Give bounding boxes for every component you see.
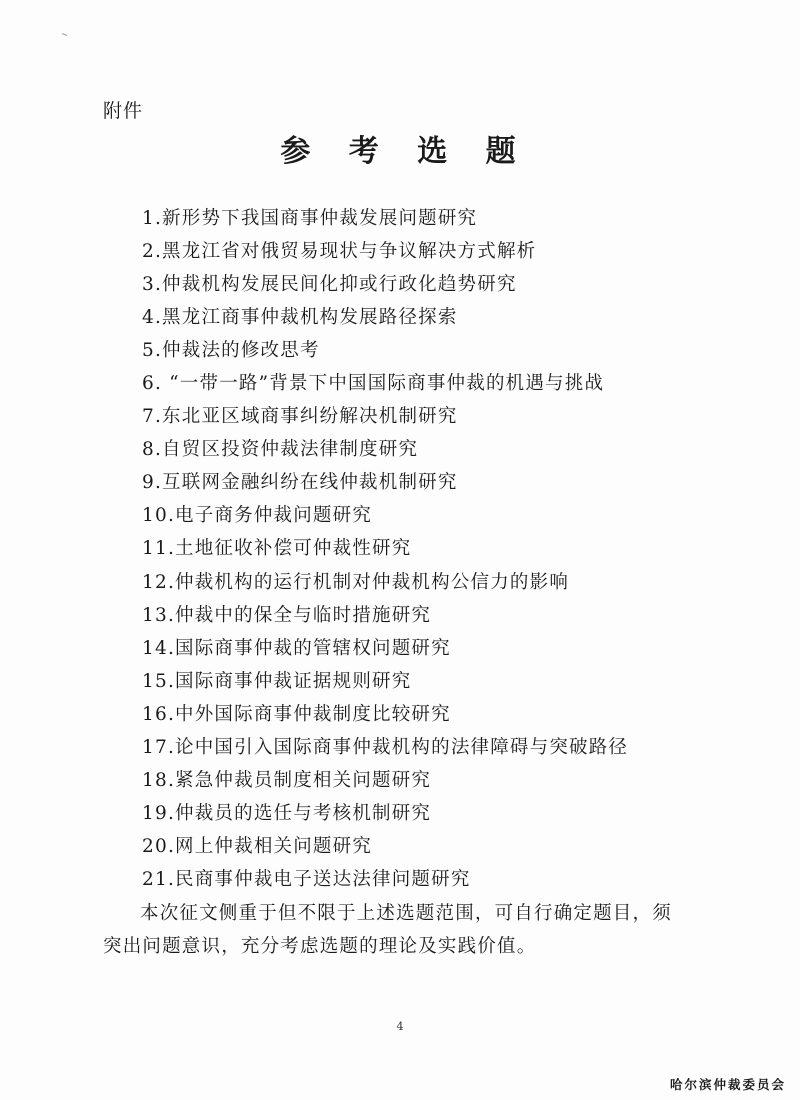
topic-item-12: 12.仲裁机构的运行机制对仲裁机构公信力的影响 [142, 571, 570, 593]
topic-item-17: 17.论中国引入国际商事仲裁机构的法律障碍与突破路径 [142, 736, 629, 758]
topic-item-13: 13.仲裁中的保全与临时措施研究 [142, 604, 432, 626]
topic-item-10: 10.电子商务仲裁问题研究 [142, 505, 373, 527]
topic-item-18: 18.紧急仲裁员制度相关问题研究 [142, 769, 432, 791]
footer-organization: 哈尔滨仲裁委员会 [669, 1077, 786, 1092]
topic-item-16: 16.中外国际商事仲裁制度比较研究 [142, 703, 451, 725]
topic-list [142, 202, 628, 896]
page-number: 4 [396, 1020, 404, 1033]
topic-item-19: 19.仲裁员的选任与考核机制研究 [142, 802, 432, 824]
topic-item-20: 20.网上仲裁相关问题研究 [142, 835, 373, 857]
topic-item-15: 15.国际商事仲裁证据规则研究 [142, 670, 412, 692]
attachment-label: 附件 [103, 100, 144, 122]
topic-item-6: 6. “一带一路”背景下中国国际商事仲裁的机遇与挑战 [142, 373, 605, 395]
topic-item-14: 14.国际商事仲裁的管辖权问题研究 [142, 637, 451, 659]
topic-item-1: 1.新形势下我国商事仲裁发展问题研究 [142, 208, 478, 229]
topic-item-8: 8.自贸区投资仲裁法律制度研究 [142, 439, 419, 461]
topic-item-7: 7.东北亚区域商事纠纷解决机制研究 [142, 406, 458, 428]
topic-item-5: 5.仲裁法的修改思考 [142, 340, 320, 362]
topic-item-9: 9.互联网金融纠纷在线仲裁机制研究 [142, 472, 458, 494]
topic-item-4: 4.黑龙江商事仲裁机构发展路径探索 [142, 307, 458, 329]
topic-item-21: 21.民商事仲裁电子送达法律问题研究 [142, 868, 471, 890]
page-title: 参 考 选 题 [280, 134, 530, 169]
closing-note: 本次征文侧重于但不限于上述选题范围，可自行确定题目，须突出问题意识，充分考虑选题的理论及实践价值。 [103, 903, 672, 957]
topic-item-3: 3.仲裁机构发展民间化抑或行政化趋势研究 [142, 274, 517, 296]
topic-item-11: 11.土地征收补偿可仲裁性研究 [142, 538, 412, 560]
scan-artifact [62, 33, 67, 36]
topic-item-2: 2.黑龙江省对俄贸易现状与争议解决方式解析 [142, 241, 537, 263]
